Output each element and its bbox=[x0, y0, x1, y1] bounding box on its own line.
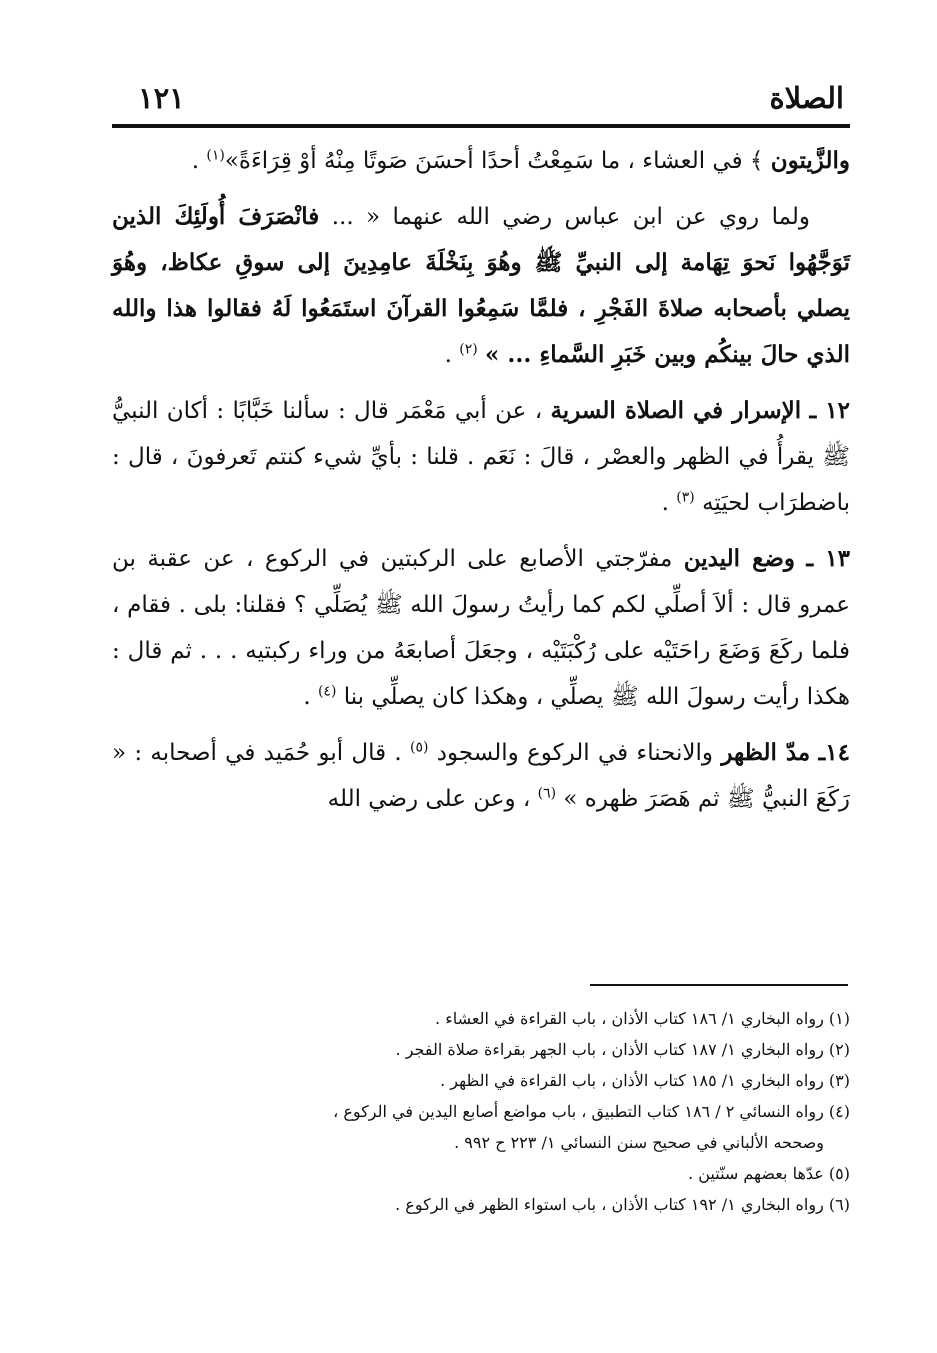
footnote-5: (٥) عدّها بعضهم سنّتين . bbox=[688, 1164, 850, 1183]
page-header bbox=[112, 72, 850, 128]
paragraph-text: ولما روي عن ابن عباس رضي الله عنهما « ... bbox=[319, 204, 810, 230]
footnote-ref: (٣) bbox=[676, 489, 695, 506]
footnote-ref: (١) bbox=[206, 147, 225, 164]
footnote-ref: (٤) bbox=[317, 683, 337, 700]
footnote-ref: (٥) bbox=[409, 739, 429, 756]
punctuation: . bbox=[661, 490, 677, 516]
footnote-1: (١) رواه البخاري ١/ ١٨٦ كتاب الأذان ، باب القراءة في العشاء . bbox=[435, 1009, 850, 1028]
page-body bbox=[112, 138, 850, 832]
punctuation: . bbox=[303, 684, 318, 710]
paragraph-text: ﴾ في العشاء ، ما سَمِعْتُ أحدًا أحسَنَ صَوتًا مِنْهُ أوْ قِرَاءَةً» bbox=[224, 148, 764, 174]
item-title: وضع اليدين bbox=[683, 545, 795, 572]
footnote-3: (٣) رواه البخاري ١/ ١٨٥ كتاب الأذان ، باب القراءة في الظهر . bbox=[440, 1071, 850, 1090]
item-text: . قال أبو حُمَيد في أصحابه : « رَكَعَ النبيُّ ﷺ ثم هَصَرَ ظهره » bbox=[112, 740, 850, 812]
item-number: ١٣ ـ bbox=[806, 545, 850, 572]
item-title: مدّ الظهر bbox=[721, 739, 811, 766]
item-text: والانحناء في الركوع والسجود bbox=[436, 740, 722, 766]
punctuation: . bbox=[191, 148, 207, 174]
item-12 bbox=[112, 388, 850, 526]
item-text: مفرّجتي الأصابع على الركبتين في الركوع ، عن عقبة بن عمرو قال : ألاَ أصلِّي لكم كما رأيتُ رسولَ الله ﷺ يُصَلِّي ؟ فقلنا: بلى . فقام ، فلما ركَعَ وَضَعَ راحَتَيْه على رُكْبَتَيْه ، وجعَلَ أصابعَهُ من وراء ركبتيه . . . ثم قال : هكذا رأيت رسولَ الله ﷺ يصلِّي ، وهكذا كان يصلِّي بنا bbox=[112, 546, 850, 710]
footnote-ref: (٦) bbox=[537, 785, 557, 802]
item-number: ١٢ ـ bbox=[809, 397, 851, 424]
bold-phrase: والزَّيتون bbox=[770, 147, 850, 174]
item-number: ١٤ـ bbox=[818, 739, 851, 766]
footnote-ref: (٢) bbox=[459, 341, 478, 358]
quoted-hadith: فانْصَرَفَ أُولَئِكَ الذين تَوَجَّهُوا نَحوَ تِهَامة إلى النبيِّ ﷺ وهُوَ بِنَخْلَةَ عامِدِينَ إلى سوقِ عكاظ، وهُوَ يصلي بأصحابه صلاةَ الفَجْرِ ، فلمَّا سَمِعُوا القرآنَ استَمَعُوا لَهُ فقالوا هذا والله الذي حالَ بينكُم وبين خَبَرِ السَّماءِ ... » bbox=[112, 203, 850, 368]
page-number: ١٢١ bbox=[138, 81, 185, 115]
item-text: ، عن أبي مَعْمَر قال : سألنا خَبَّابًا : أكان النبيُّ ﷺ يقرأُ في الظهر والعصْر ، قالَ : نَعَم . قلنا : بأيِّ شيء كنتم تَعرفونَ ، قال : باضطرَاب لحيَتِه bbox=[112, 398, 850, 516]
item-13 bbox=[112, 536, 850, 720]
paragraph-ibn-abbas bbox=[112, 194, 850, 378]
footnote-divider bbox=[590, 984, 848, 986]
footnotes bbox=[112, 1003, 850, 1220]
punctuation: . bbox=[444, 342, 460, 368]
item-title: الإسرار في الصلاة السرية bbox=[550, 397, 802, 424]
page-title: الصلاة bbox=[769, 81, 844, 115]
footnote-4-continuation: وصححه الألباني في صحيح سنن النسائي ١/ ٢٢٣ ح ٩٩٢ . bbox=[454, 1133, 824, 1152]
item-text: ، وعن على رضي الله bbox=[327, 786, 538, 812]
footnote-6: (٦) رواه البخاري ١/ ١٩٢ كتاب الأذان ، باب استواء الظهر في الركوع . bbox=[395, 1195, 850, 1214]
footnote-2: (٢) رواه البخاري ١/ ١٨٧ كتاب الأذان ، باب الجهر بقراءة صلاة الفجر . bbox=[395, 1040, 850, 1059]
item-14 bbox=[112, 730, 850, 822]
footnote-4: (٤) رواه النسائي ٢ / ١٨٦ كتاب التطبيق ، باب مواضع أصابع اليدين في الركوع ، bbox=[333, 1102, 850, 1121]
paragraph-continuation bbox=[112, 138, 850, 184]
